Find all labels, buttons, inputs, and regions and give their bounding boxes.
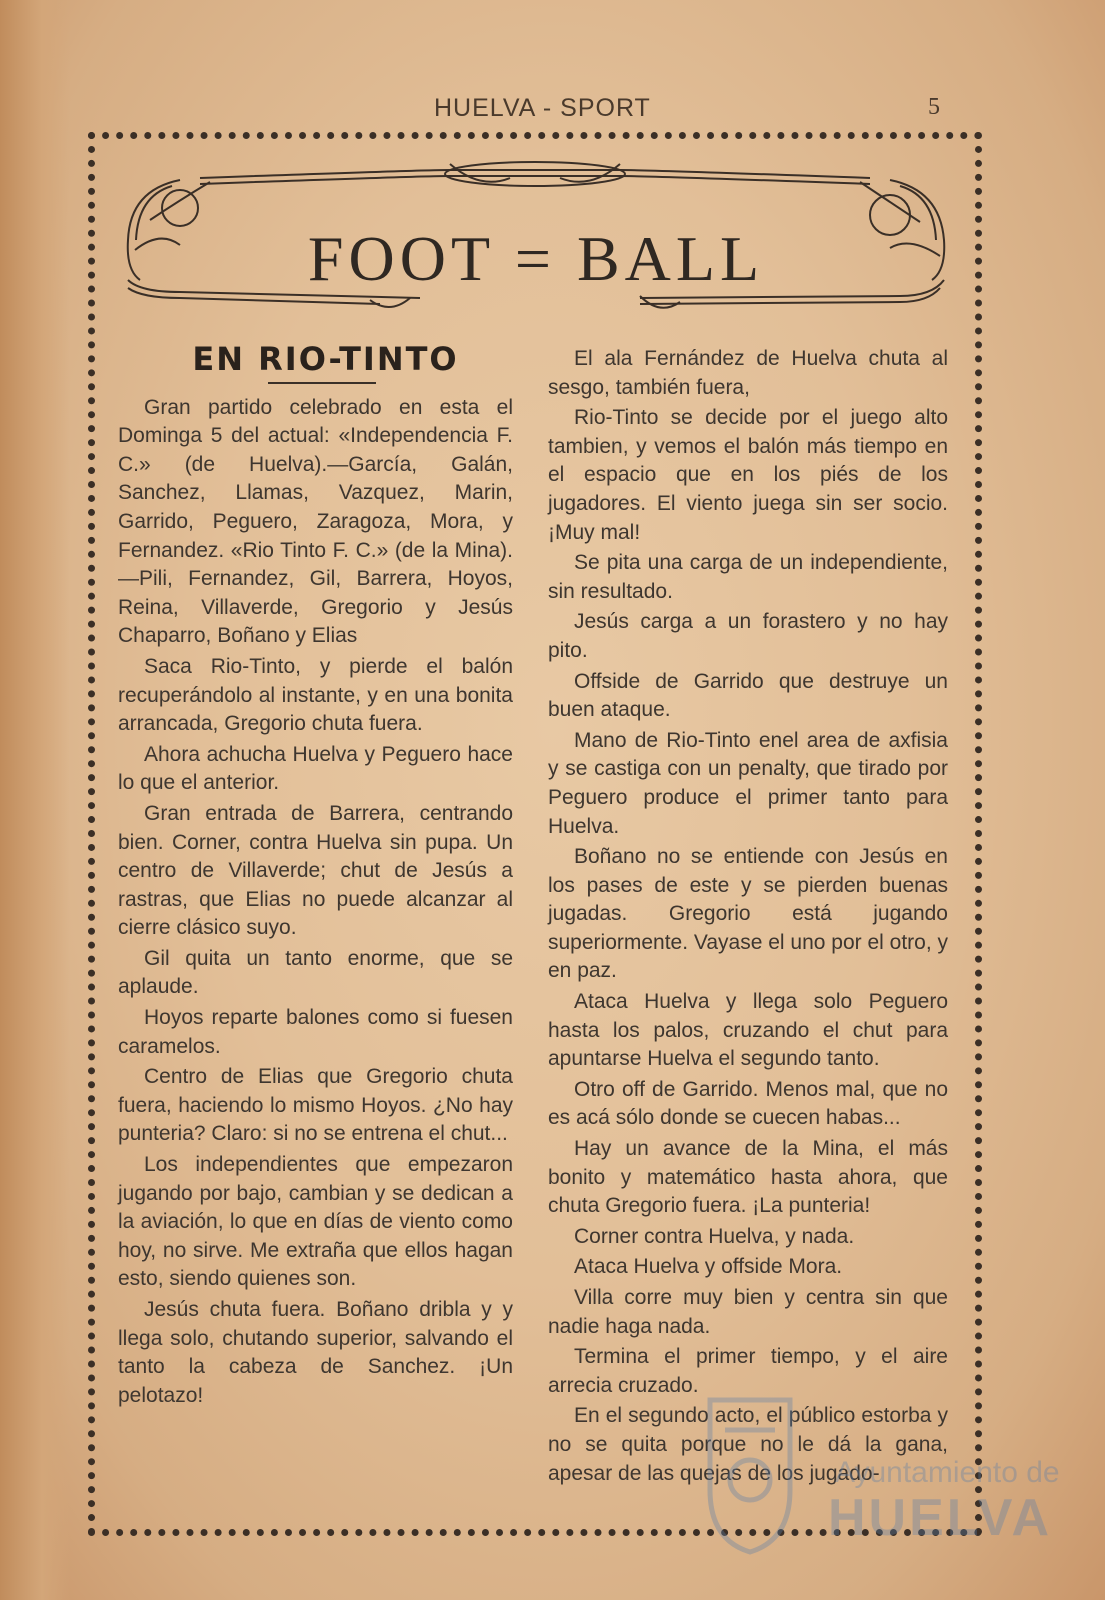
paragraph: Ataca Huelva y llega solo Peguero hasta los palos, cruzando el chut para apuntarse Huelva el segundo tanto. [548, 990, 948, 1071]
paragraph: Villa corre muy bien y centra sin que nadie haga nada. [548, 1286, 948, 1338]
paragraph: Gil quita un tanto enorme, que se aplaude. [118, 946, 513, 999]
section-title: FOOT = BALL [307, 223, 765, 294]
paragraph: Termina el primer tiempo, y el aire arrecia cruzado. [548, 1345, 948, 1397]
city-crest-icon [690, 1390, 810, 1560]
watermark-line-1: Ayuntamiento de [835, 1456, 1060, 1489]
paragraph: Saca Rio-Tinto, y pierde el balón recuperándolo al instante, y en una bonita arrancada, Gregorio chuta fuera. [118, 654, 513, 736]
paragraph: Offside de Garrido que destruye un buen ataque. [548, 669, 948, 722]
paragraph: Gran entrada de Barrera, centrando bien. Corner, contra Huelva sin pupa. Un centro de Villaverde; chut de Jesús a rastras, que Elias no puede alcanzar al cierre clásico suyo. [118, 801, 513, 940]
paragraph: Hay un avance de la Mina, el más bonito y matemático hasta ahora, que chuta Gregorio fuera. ¡La punteria! [548, 1137, 948, 1218]
paragraph: Ataca Huelva y offside Mora. [574, 1255, 843, 1279]
article-heading: EN RIO-TINTO [192, 340, 459, 378]
paragraph: Hoyos reparte balones como si fuesen caramelos. [118, 1006, 513, 1058]
right-column [548, 345, 948, 1490]
watermark-line-2: HUELVA [828, 1489, 1053, 1547]
page-spine-shadow [0, 0, 70, 1600]
paragraph: Se pita una carga de un independiente, sin resultado. [548, 551, 948, 603]
archive-watermark [690, 1390, 1060, 1590]
paragraph: Centro de Elias que Gregorio chuta fuera, haciendo lo mismo Hoyos. ¿No hay punteria? Claro: si no se entrena el chut... [118, 1065, 513, 1146]
paragraph: Jesús chuta fuera. Boñano dribla y y llega solo, chutando superior, salvando el tanto la cabeza de Sanchez. ¡Un pelotazo! [118, 1298, 513, 1407]
paragraph: Corner contra Huelva, y nada. [574, 1224, 855, 1248]
paragraph: Mano de Rio-Tinto enel area de axfisia y se castiga con un penalty, que tirado por Peguero produce el primer tanto para Huelva. [548, 728, 948, 838]
page-number: 5 [928, 94, 940, 120]
paragraph: Los independientes que empezaron jugando por bajo, cambian y se dedican a la aviación, lo que en días de viento como hoy, no sirve. Me extraña que ellos hagan esto, siendo quienes son. [118, 1153, 513, 1291]
paragraph: Ahora achucha Huelva y Peguero hace lo que el anterior. [118, 742, 513, 795]
running-title: HUELVA - SPORT [434, 94, 651, 122]
paragraph: Jesús carga a un forastero y no hay pito. [548, 610, 948, 662]
paragraph: En el segundo acto, el público estorba y no se quita porque no le dá la gana, apesar de las quejas de los jugado- [548, 1404, 948, 1485]
paragraph: Otro off de Garrido. Menos mal, que no es acá sólo donde se cuecen habas... [548, 1077, 948, 1130]
paragraph: Gran partido celebrado en esta el Dominga 5 del actual: «Independencia F. C.» (de Huelva).—García, Galán, Sanchez, Llamas, Vazquez, Marin, Garrido, Peguero, Zaragoza, Mora, y Fernandez. «Rio Tinto F. C.» (de la Mina).—Pili, Fernandez, Gil, Barrera, Hoyos, Reina, Villaverde, Gregorio y Jesús Chaparro, Boñano y Elias [118, 395, 513, 648]
paragraph: El ala Fernández de Huelva chuta al sesgo, también fuera, [548, 347, 948, 399]
running-header [0, 94, 1105, 124]
heading-rule [268, 382, 376, 384]
title-banner [120, 160, 952, 330]
paragraph: Boñano no se entiende con Jesús en los pases de este y se pierden buenas jugadas. Gregorio está jugando superiormente. Vayase el uno por el otro, y en paz. [548, 845, 948, 983]
left-column [118, 340, 513, 1412]
paragraph: Rio-Tinto se decide por el juego alto tambien, y vemos el balón más tiempo en el espacio que en los piés de los jugadores. El viento juega sin ser socio. ¡Muy mal! [548, 406, 948, 544]
